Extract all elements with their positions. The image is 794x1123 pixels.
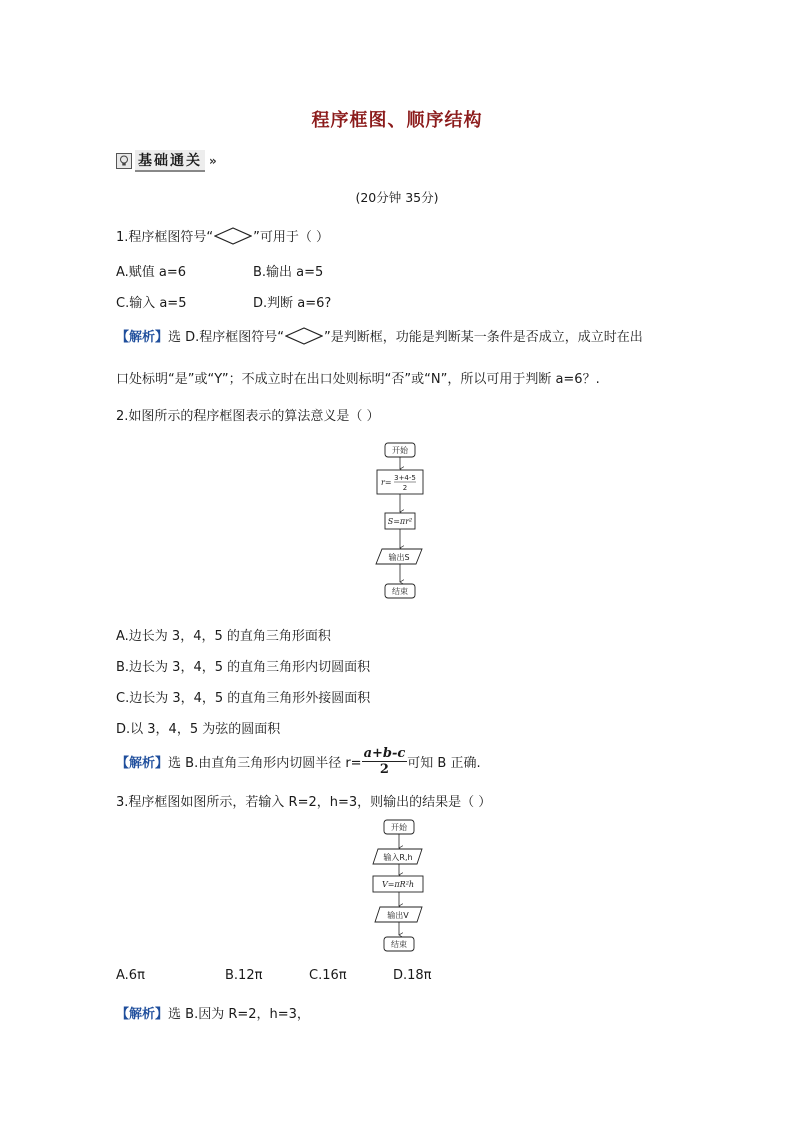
q1-option-b: B.输出 a=5: [253, 265, 324, 280]
q2-option-d: D.以 3，4，5 为弦的圆面积: [116, 722, 281, 737]
q2-assign-num: 3+4-5: [394, 474, 416, 482]
q3-option-d: D.18π: [393, 968, 432, 983]
q3-stem: 3.程序框图如图所示，若输入 R=2，h=3，则输出的结果是（ ）: [116, 795, 492, 810]
q2-flowchart: [360, 438, 440, 608]
q3-end-label: 结束: [391, 940, 407, 949]
q1-answer-line2: 口处标明“是”或“Y”；不成立时在出口处则标明“否”或“N”，所以可用于判断 a=6？.: [116, 372, 600, 387]
q2-option-b: B.边长为 3，4，5 的直角三角形内切圆面积: [116, 660, 371, 675]
q3-assign-label: V=πR²h: [381, 880, 415, 889]
q3-input-label: 输入R,h: [383, 853, 413, 862]
q2-start-label: 开始: [392, 446, 408, 455]
q2-stem: 2.如图所示的程序框图表示的算法意义是（ ）: [116, 409, 380, 424]
q2-answer: [116, 746, 481, 777]
q1-answer-before: 选 D.程序框图符号“: [168, 330, 285, 345]
q1-option-a: A.赋值 a=6: [116, 265, 187, 280]
q3-option-b: B.12π: [225, 968, 263, 983]
section-header: [116, 150, 217, 172]
decision-diamond-icon: [214, 227, 252, 245]
q2-option-c: C.边长为 3，4，5 的直角三角形外接圆面积: [116, 691, 371, 706]
q1-answer-line1: [116, 326, 643, 345]
answer-tag: 【解析】: [116, 756, 169, 771]
answer-tag: 【解析】: [116, 330, 169, 345]
q1-stem: [116, 226, 329, 245]
q1-stem-after: ”可用于（ ）: [253, 230, 330, 245]
section-label: 基础通关: [135, 150, 205, 172]
q3-answer: [116, 1003, 310, 1022]
decision-diamond-icon: [285, 327, 323, 345]
page-title: 程序框图、顺序结构: [311, 110, 483, 131]
q2-answer-after: 可知 B 正确.: [407, 756, 481, 771]
q2-answer-before: 选 B.由直角三角形内切圆半径 r=: [168, 756, 362, 771]
q2-end-label: 结束: [392, 587, 408, 596]
fraction-abc-over-2: [362, 746, 408, 777]
q2-option-a: A.边长为 3，4，5 的直角三角形面积: [116, 629, 331, 644]
q1-stem-before: 1.程序框图符号“: [116, 230, 214, 245]
q3-option-a: A.6π: [116, 968, 145, 983]
q3-start-label: 开始: [391, 823, 407, 832]
q3-flowchart: [360, 816, 440, 958]
q1-answer-after: ”是判断框，功能是判断某一条件是否成立，成立时在出: [324, 330, 643, 345]
q2-assign-den: 2: [402, 484, 408, 492]
lightbulb-icon: [116, 153, 132, 169]
q1-option-d: D.判断 a=6?: [253, 296, 332, 311]
q2-area-label: S=πr²: [387, 517, 413, 526]
q2-output-label: 输出S: [388, 553, 410, 562]
q3-answer-text: 选 B.因为 R=2，h=3，: [168, 1007, 310, 1022]
q3-option-c: C.16π: [309, 968, 347, 983]
answer-tag: 【解析】: [116, 1007, 169, 1022]
chevron-right-icon: »: [209, 154, 217, 168]
q2-assign-lhs: r=: [381, 478, 392, 487]
fraction-denominator: 2: [379, 762, 389, 777]
q3-output-label: 输出V: [387, 911, 409, 920]
fraction-numerator: a+b-c: [363, 746, 406, 761]
q1-option-c: C.输入 a=5: [116, 296, 187, 311]
time-note: (20分钟 35分): [355, 190, 439, 205]
